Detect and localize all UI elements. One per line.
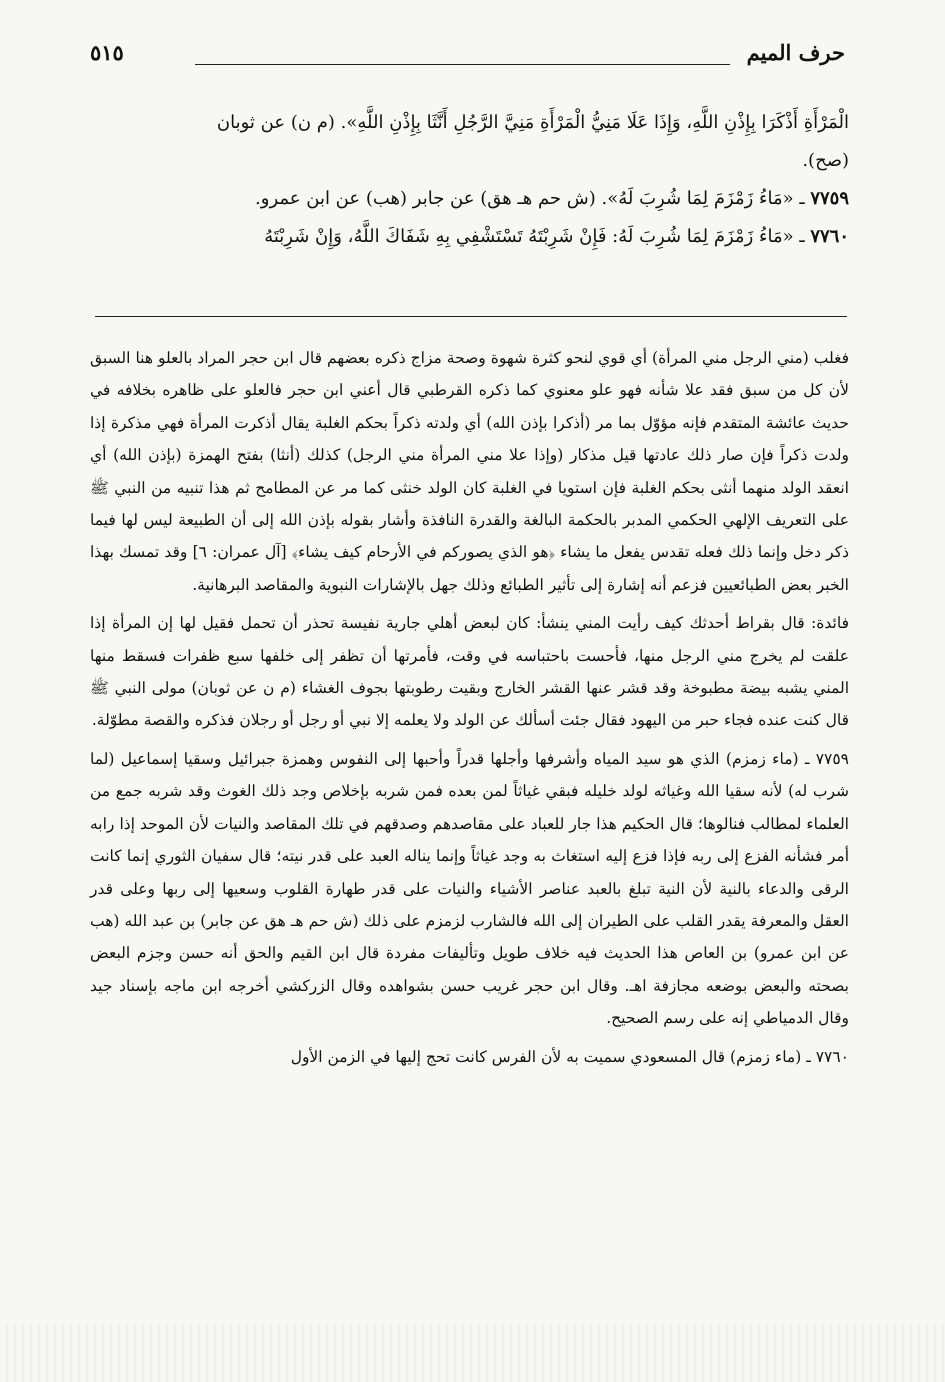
- hadith-text: ـ «مَاءُ زَمْزَمَ لِمَا شُرِبَ لَهُ». (ش حم هـ هق) عن جابر (هب) عن ابن عمرو.: [255, 188, 805, 209]
- hadith-text: ـ «مَاءُ زَمْزَمَ لِمَا شُرِبَ لَهُ: فَإِنْ شَرِبْتَهُ تَسْتَشْفِي بِهِ شَفَاكَ اللَّهُ، وَإِنْ شَرِبْتَهُ: [264, 226, 805, 247]
- scan-margin: [0, 1325, 945, 1382]
- hadith-number: ٧٧٦٠: [810, 226, 849, 247]
- commentary-paragraph: فغلب (مني الرجل مني المرأة) أي قوي لنحو كثرة شهوة وصحة مزاج ذكره بعضهم قال ابن حجر المراد بالعلو هنا السبق لأن كل من سبق فقد علا شأنه فهو علو معنوي كما ذكره القرطبي قال أعني ابن حجر فالعلو على ظاهره بخلافه في حديث عائشة المتقدم فإنه مؤوّل بما مر (أذكرا بإذن الله) أي ولدته ذكراً بحكم الغلبة يقال أذكرت المرأة فهي مذكرة إذا ولدت ذكراً فإن صار ذلك عادتها قيل مذكار (وإذا علا مني المرأة مني الرجل) كذلك (أنثا) بفتح الهمزة (بإذن الله) أي انعقد الولد منهما أنثى بحكم الغلبة فإن استويا في الغلبة كان الولد خنثى كما مر عن المطامح ثم هذا تنبيه من النبي ﷺ على التعريف الإلهي الحكمي المدبر بالحكمة البالغة والقدرة النافذة وأشار بقوله بإذن الله إلى أن الطبيعة ليس لها فيما ذكر دخل وإنما ذلك فعله تقدس يفعل ما يشاء ﴿هو الذي يصوركم في الأرحام كيف يشاء﴾ [آل عمران: ٦] وقد تمسك بهذا الخبر بعض الطبائعيين فزعم أنه إشارة إلى تأثير الطبائع وذلك جهل بالإشارات النبوية والمقاصد البرهانية.: [90, 349, 849, 594]
- hadith-7760: [92, 218, 849, 256]
- page-number: ٥١٥: [90, 40, 124, 65]
- commentary-block: [90, 342, 849, 1079]
- commentary-paragraph: ٧٧٥٩ ـ (ماء زمزم) الذي هو سيد المياه وأشرفها وأجلها قدراً وأحبها إلى النفوس وهمزة جبرائيل وسقيا إسماعيل (لما شرب له) لأنه سقيا الله وغياثه لولد خليله فبقي غياثاً لمن بعده فمن شربه بإخلاص وجد ذلك الغوث وقد شربه جمع من العلماء لمطالب فنالوها؛ قال الحكيم هذا جار للعباد على مقاصدهم وصدقهم في تلك المقاصد والنيات لأن الموحد إذا رابه أمر فشأنه الفزع إلى ربه فإذا فزع إليه استغاث به وجد غياثاً وإنما يناله العبد على قدر نيته؛ قال سفيان الثوري إنما كانت الرقى والدعاء بالنية لأن النية تبلغ بالعبد عناصر الأشياء والنيات على قدر طهارة القلوب وسعيها إلى ربها وعلى قدر العقل والمعرفة يقدر القلب على الطيران إلى الله فالشارب لزمزم على ذلك (ش حم هـ هق عن جابر) بن عبد الله (هب عن ابن عمرو) بن العاص هذا الحديث فيه خلاف طويل وتأليفات مفردة قال ابن القيم والحق أنه حسن وجزم البعض بصحته والبعض بوضعه مجازفة اهـ. وقال ابن حجر غريب حسن بشواهده وقال الزركشي أخرجه ابن ماجه بإسناد جيد وقال الدمياطي إنه على رسم الصحيح.: [90, 749, 849, 1028]
- hadith-number: ٧٧٥٩: [810, 188, 849, 209]
- section-divider: [95, 316, 847, 317]
- matn-line: الْمَرْأَةِ أَذْكَرَا بِإِذْنِ اللَّهِ، وَإِذَا عَلَا مَنِيُّ الْمَرْأَةِ مَنِيَّ الرَّجُلِ أَنَّثَا بِإِذْنِ اللَّهِ». (م ن) عن ثوبان: [216, 112, 849, 133]
- commentary-paragraph: فائدة: قال بقراط أحدثك كيف رأيت المني ينشأ: كان لبعض أهلي جارية نفيسة تحذر أن تحمل فقيل لها إن المرأة إذا علقت لم يخرج مني الرجل منها، فأحست باحتباسه في وقت، فأمرتها أن تظفر إلى خلفها سبع ظفرات فسقط منها المني يشبه بيضة مطبوخة وقد قشر عنها القشر الخارج وبقيت رطوبتها بجوف الغشاء (م ن عن ثوبان) مولى النبي ﷺ قال كنت عنده فجاء حبر من اليهود فقال جئت أسألك عن الولد ولا يعلمه إلا نبي أو رجل أو رجلان فذكره والقصة مطوّلة.: [90, 614, 849, 730]
- commentary-paragraph: ٧٧٦٠ ـ (ماء زمزم) قال المسعودي سميت به لأن الفرس كانت تحج إليها في الزمن الأول: [290, 1047, 849, 1066]
- page-header: [90, 40, 845, 76]
- matn-line: (صح).: [802, 150, 849, 171]
- chapter-title: حرف الميم: [746, 40, 845, 65]
- hadith-7759: [92, 180, 849, 218]
- header-rule: [195, 64, 730, 65]
- hadith-text-block: [92, 104, 849, 256]
